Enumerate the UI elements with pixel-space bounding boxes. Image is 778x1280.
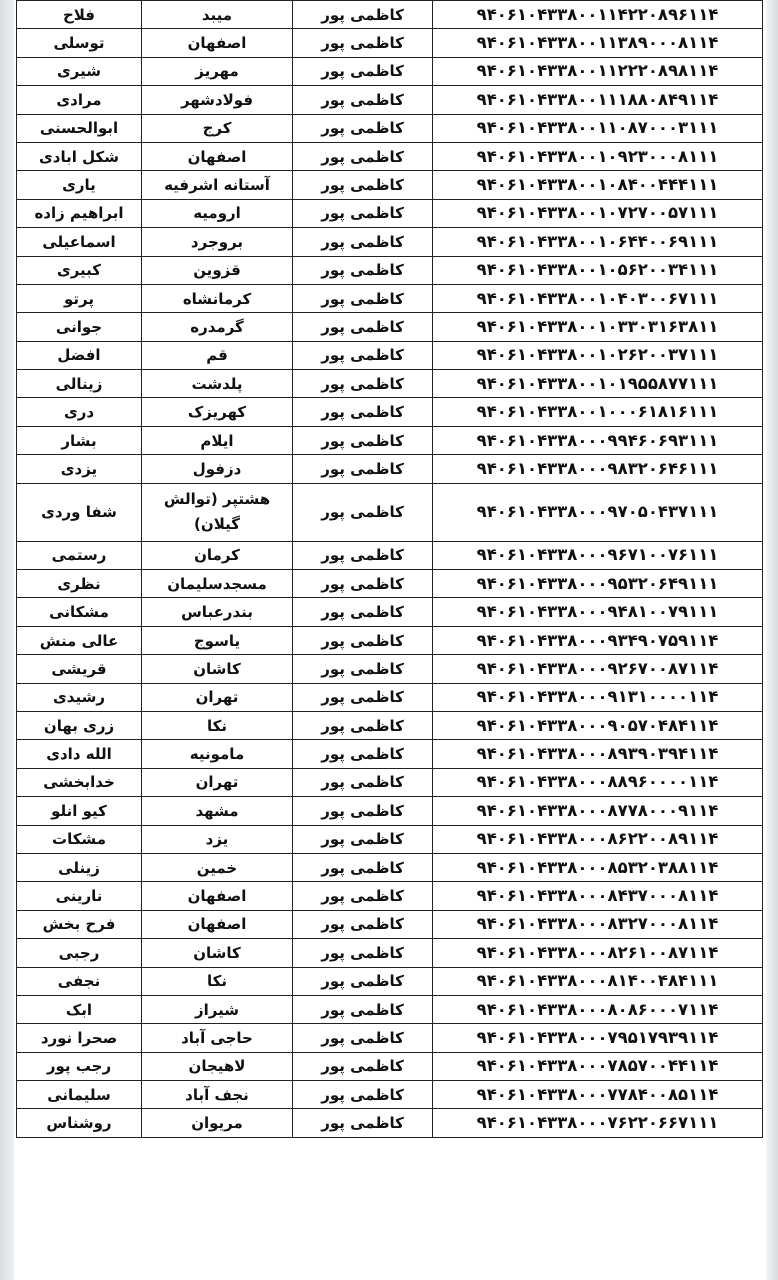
table-row [17,313,763,341]
table-row [17,142,763,170]
table-row [17,284,763,312]
city-cell: فولادشهر [142,86,293,114]
account-number-cell: ۹۴۰۶۱۰۴۳۳۸۰۰۰۷۸۵۷۰۰۴۴۱۱۴ [433,1052,763,1080]
account-number-cell: ۹۴۰۶۱۰۴۳۳۸۰۰۰۸۹۳۹۰۳۹۴۱۱۴ [433,740,763,768]
table-row [17,598,763,626]
city-cell: کاشان [142,655,293,683]
table-row [17,57,763,85]
city-cell: قم [142,341,293,369]
table-row [17,199,763,227]
city-cell: مشهد [142,797,293,825]
last-name-cell: قریشی [17,655,142,683]
last-name-cell: بشار [17,426,142,454]
table-row [17,967,763,995]
city-cell: بروجرد [142,228,293,256]
city-cell: اصفهان [142,910,293,938]
table-row [17,1,763,29]
table-row [17,570,763,598]
issuer-cell: کاظمی پور [293,29,433,57]
issuer-cell: کاظمی پور [293,995,433,1023]
issuer-cell: کاظمی پور [293,825,433,853]
last-name-cell: فلاح [17,1,142,29]
table-row [17,768,763,796]
issuer-cell: کاظمی پور [293,598,433,626]
account-number-cell: ۹۴۰۶۱۰۴۳۳۸۰۰۰۸۴۳۷۰۰۰۸۱۱۴ [433,882,763,910]
issuer-cell: کاظمی پور [293,284,433,312]
city-cell: یزد [142,825,293,853]
city-cell: کرمانشاه [142,284,293,312]
table-row [17,541,763,569]
right-margin-strip [766,0,778,1280]
last-name-cell: الله دادی [17,740,142,768]
table-row [17,1081,763,1109]
city-cell: هشتپر (توالش گیلان) [142,483,293,541]
records-table-body [17,1,763,1138]
account-number-cell: ۹۴۰۶۱۰۴۳۳۸۰۰۰۸۲۶۱۰۰۸۷۱۱۴ [433,939,763,967]
account-number-cell: ۹۴۰۶۱۰۴۳۳۸۰۰۰۸۵۳۲۰۳۸۸۱۱۴ [433,853,763,881]
account-number-cell: ۹۴۰۶۱۰۴۳۳۸۰۰۰۸۶۲۲۰۰۸۹۱۱۴ [433,825,763,853]
account-number-cell: ۹۴۰۶۱۰۴۳۳۸۰۰۱۰۱۹۵۵۸۷۷۱۱۱ [433,370,763,398]
table-row [17,995,763,1023]
last-name-cell: زری بهان [17,711,142,739]
last-name-cell: صحرا نورد [17,1024,142,1052]
account-number-cell: ۹۴۰۶۱۰۴۳۳۸۰۰۱۱۳۸۹۰۰۰۸۱۱۴ [433,29,763,57]
account-number-cell: ۹۴۰۶۱۰۴۳۳۸۰۰۱۱۱۸۸۰۸۴۹۱۱۴ [433,86,763,114]
account-number-cell: ۹۴۰۶۱۰۴۳۳۸۰۰۰۹۳۴۹۰۷۵۹۱۱۴ [433,626,763,654]
account-number-cell: ۹۴۰۶۱۰۴۳۳۸۰۰۰۹۸۳۲۰۶۴۶۱۱۱ [433,455,763,483]
account-number-cell: ۹۴۰۶۱۰۴۳۳۸۰۰۰۸۳۲۷۰۰۰۸۱۱۴ [433,910,763,938]
table-row [17,853,763,881]
table-row [17,626,763,654]
issuer-cell: کاظمی پور [293,882,433,910]
left-margin-strip [0,0,14,1280]
city-cell: مامونیه [142,740,293,768]
issuer-cell: کاظمی پور [293,398,433,426]
last-name-cell: افضل [17,341,142,369]
city-cell: ارومیه [142,199,293,227]
last-name-cell: کیو انلو [17,797,142,825]
last-name-cell: سلیمانی [17,1081,142,1109]
account-number-cell: ۹۴۰۶۱۰۴۳۳۸۰۰۰۹۱۳۱۰۰۰۰۱۱۴ [433,683,763,711]
table-row [17,939,763,967]
last-name-cell: رستمی [17,541,142,569]
city-cell: بندرعباس [142,598,293,626]
issuer-cell: کاظمی پور [293,910,433,938]
issuer-cell: کاظمی پور [293,455,433,483]
city-cell: اصفهان [142,142,293,170]
issuer-cell: کاظمی پور [293,313,433,341]
issuer-cell: کاظمی پور [293,768,433,796]
issuer-cell: کاظمی پور [293,711,433,739]
account-number-cell: ۹۴۰۶۱۰۴۳۳۸۰۰۰۹۷۰۵۰۴۳۷۱۱۱ [433,483,763,541]
last-name-cell: زینلی [17,853,142,881]
last-name-cell: نجفی [17,967,142,995]
table-row [17,825,763,853]
table-row [17,114,763,142]
table-row [17,910,763,938]
city-cell: خمین [142,853,293,881]
issuer-cell: کاظمی پور [293,570,433,598]
city-cell: گرمدره [142,313,293,341]
account-number-cell: ۹۴۰۶۱۰۴۳۳۸۰۰۱۰۲۶۲۰۰۳۷۱۱۱ [433,341,763,369]
account-number-cell: ۹۴۰۶۱۰۴۳۳۸۰۰۰۹۲۶۷۰۰۸۷۱۱۴ [433,655,763,683]
table-row [17,398,763,426]
issuer-cell: کاظمی پور [293,256,433,284]
last-name-cell: یاری [17,171,142,199]
table-row [17,86,763,114]
table-row [17,171,763,199]
last-name-cell: ابوالحسنی [17,114,142,142]
city-cell: یاسوج [142,626,293,654]
table-row [17,740,763,768]
issuer-cell: کاظمی پور [293,541,433,569]
city-cell: ایلام [142,426,293,454]
account-number-cell: ۹۴۰۶۱۰۴۳۳۸۰۰۱۰۹۲۳۰۰۰۸۱۱۱ [433,142,763,170]
account-number-cell: ۹۴۰۶۱۰۴۳۳۸۰۰۰۷۹۵۱۷۹۳۹۱۱۴ [433,1024,763,1052]
issuer-cell: کاظمی پور [293,86,433,114]
account-number-cell: ۹۴۰۶۱۰۴۳۳۸۰۰۰۸۷۷۸۰۰۰۹۱۱۴ [433,797,763,825]
issuer-cell: کاظمی پور [293,142,433,170]
last-name-cell: دری [17,398,142,426]
city-cell: مسجدسلیمان [142,570,293,598]
issuer-cell: کاظمی پور [293,740,433,768]
city-cell: حاجی آباد [142,1024,293,1052]
last-name-cell: شیری [17,57,142,85]
last-name-cell: پرتو [17,284,142,312]
last-name-cell: مشکات [17,825,142,853]
issuer-cell: کاظمی پور [293,1024,433,1052]
issuer-cell: کاظمی پور [293,483,433,541]
issuer-cell: کاظمی پور [293,1109,433,1137]
city-cell: کاشان [142,939,293,967]
account-number-cell: ۹۴۰۶۱۰۴۳۳۸۰۰۱۰۸۴۰۰۴۴۴۱۱۱ [433,171,763,199]
table-row [17,1109,763,1137]
table-row [17,1052,763,1080]
account-number-cell: ۹۴۰۶۱۰۴۳۳۸۰۰۰۹۹۴۶۰۶۹۳۱۱۱ [433,426,763,454]
account-number-cell: ۹۴۰۶۱۰۴۳۳۸۰۰۱۰۴۰۳۰۰۶۷۱۱۱ [433,284,763,312]
last-name-cell: مشکانی [17,598,142,626]
last-name-cell: مرادی [17,86,142,114]
last-name-cell: نارینی [17,882,142,910]
last-name-cell: نظری [17,570,142,598]
city-cell: قزوین [142,256,293,284]
table-row [17,683,763,711]
issuer-cell: کاظمی پور [293,1,433,29]
city-cell: مریوان [142,1109,293,1137]
account-number-cell: ۹۴۰۶۱۰۴۳۳۸۰۰۰۷۶۲۲۰۶۶۷۱۱۱ [433,1109,763,1137]
account-number-cell: ۹۴۰۶۱۰۴۳۳۸۰۰۱۰۶۴۴۰۰۶۹۱۱۱ [433,228,763,256]
issuer-cell: کاظمی پور [293,939,433,967]
city-cell: مهریز [142,57,293,85]
last-name-cell: عالی منش [17,626,142,654]
account-number-cell: ۹۴۰۶۱۰۴۳۳۸۰۰۰۹۰۵۷۰۴۸۴۱۱۴ [433,711,763,739]
last-name-cell: فرح بخش [17,910,142,938]
issuer-cell: کاظمی پور [293,967,433,995]
issuer-cell: کاظمی پور [293,1052,433,1080]
table-row [17,341,763,369]
last-name-cell: رشیدی [17,683,142,711]
records-table [16,0,763,1138]
table-row [17,455,763,483]
city-cell: نکا [142,967,293,995]
account-number-cell: ۹۴۰۶۱۰۴۳۳۸۰۰۰۸۰۸۶۰۰۰۷۱۱۴ [433,995,763,1023]
last-name-cell: اسماعیلی [17,228,142,256]
issuer-cell: کاظمی پور [293,1081,433,1109]
account-number-cell: ۹۴۰۶۱۰۴۳۳۸۰۰۱۱۲۲۲۰۸۹۸۱۱۴ [433,57,763,85]
last-name-cell: جوانی [17,313,142,341]
issuer-cell: کاظمی پور [293,228,433,256]
table-row [17,426,763,454]
account-number-cell: ۹۴۰۶۱۰۴۳۳۸۰۰۰۹۴۸۱۰۰۷۹۱۱۱ [433,598,763,626]
city-cell: دزفول [142,455,293,483]
issuer-cell: کاظمی پور [293,655,433,683]
last-name-cell: ابراهیم زاده [17,199,142,227]
table-row [17,483,763,541]
city-cell: کهریزک [142,398,293,426]
city-cell: پلدشت [142,370,293,398]
last-name-cell: زینالی [17,370,142,398]
city-cell: میبد [142,1,293,29]
account-number-cell: ۹۴۰۶۱۰۴۳۳۸۰۰۰۷۷۸۴۰۰۸۵۱۱۴ [433,1081,763,1109]
issuer-cell: کاظمی پور [293,797,433,825]
issuer-cell: کاظمی پور [293,853,433,881]
table-row [17,370,763,398]
last-name-cell: شکل ابادی [17,142,142,170]
last-name-cell: روشناس [17,1109,142,1137]
account-number-cell: ۹۴۰۶۱۰۴۳۳۸۰۰۰۹۶۷۱۰۰۷۶۱۱۱ [433,541,763,569]
city-cell: نکا [142,711,293,739]
account-number-cell: ۹۴۰۶۱۰۴۳۳۸۰۰۱۰۷۲۷۰۰۵۷۱۱۱ [433,199,763,227]
table-row [17,882,763,910]
city-cell: نجف آباد [142,1081,293,1109]
account-number-cell: ۹۴۰۶۱۰۴۳۳۸۰۰۱۱۴۲۲۰۸۹۶۱۱۴ [433,1,763,29]
issuer-cell: کاظمی پور [293,370,433,398]
issuer-cell: کاظمی پور [293,683,433,711]
last-name-cell: شفا وردی [17,483,142,541]
account-number-cell: ۹۴۰۶۱۰۴۳۳۸۰۰۰۹۵۳۲۰۶۴۹۱۱۱ [433,570,763,598]
city-cell: تهران [142,683,293,711]
last-name-cell: کبیری [17,256,142,284]
city-cell: شیراز [142,995,293,1023]
account-number-cell: ۹۴۰۶۱۰۴۳۳۸۰۰۰۸۸۹۶۰۰۰۰۱۱۴ [433,768,763,796]
issuer-cell: کاظمی پور [293,341,433,369]
last-name-cell: رجب پور [17,1052,142,1080]
issuer-cell: کاظمی پور [293,57,433,85]
table-row [17,228,763,256]
last-name-cell: یزدی [17,455,142,483]
city-cell: اصفهان [142,882,293,910]
table-row [17,711,763,739]
city-cell: لاهیجان [142,1052,293,1080]
city-cell: کرج [142,114,293,142]
last-name-cell: ابک [17,995,142,1023]
issuer-cell: کاظمی پور [293,171,433,199]
last-name-cell: رجبی [17,939,142,967]
city-cell: آستانه اشرفیه [142,171,293,199]
account-number-cell: ۹۴۰۶۱۰۴۳۳۸۰۰۰۸۱۴۰۰۴۸۴۱۱۱ [433,967,763,995]
table-row [17,797,763,825]
account-number-cell: ۹۴۰۶۱۰۴۳۳۸۰۰۱۰۰۰۶۱۸۱۶۱۱۱ [433,398,763,426]
issuer-cell: کاظمی پور [293,626,433,654]
city-cell: اصفهان [142,29,293,57]
table-row [17,655,763,683]
last-name-cell: خدابخشی [17,768,142,796]
account-number-cell: ۹۴۰۶۱۰۴۳۳۸۰۰۱۱۰۸۷۰۰۰۳۱۱۱ [433,114,763,142]
table-row [17,1024,763,1052]
city-cell: کرمان [142,541,293,569]
issuer-cell: کاظمی پور [293,114,433,142]
account-number-cell: ۹۴۰۶۱۰۴۳۳۸۰۰۱۰۳۳۰۳۱۶۳۸۱۱ [433,313,763,341]
issuer-cell: کاظمی پور [293,199,433,227]
last-name-cell: توسلی [17,29,142,57]
account-number-cell: ۹۴۰۶۱۰۴۳۳۸۰۰۱۰۵۶۲۰۰۳۴۱۱۱ [433,256,763,284]
table-row [17,256,763,284]
table-row [17,29,763,57]
city-cell: تهران [142,768,293,796]
issuer-cell: کاظمی پور [293,426,433,454]
